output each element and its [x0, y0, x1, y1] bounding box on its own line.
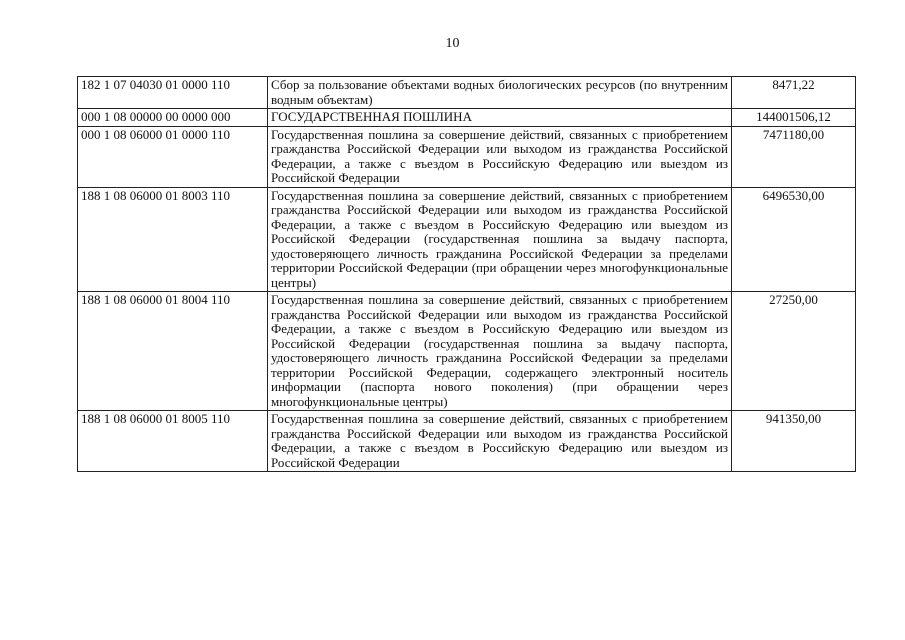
budget-code: 182 1 07 04030 01 0000 110 [78, 77, 268, 109]
table-row [78, 292, 856, 411]
table-row [78, 77, 856, 109]
table-row [78, 126, 856, 187]
budget-code: 188 1 08 06000 01 8003 110 [78, 187, 268, 292]
revenue-name-cell [268, 411, 732, 472]
amount: 7471180,00 [732, 126, 856, 187]
amount: 8471,22 [732, 77, 856, 109]
budget-code: 000 1 08 00000 00 0000 000 [78, 109, 268, 127]
revenue-name: Государственная пошлина за совершение действий, связанных с приобретением гражданства Российской Федерации или выходом из гражданства Российской Федерации, а также с въездом в Российскую Федерацию или выездом из Российской Федерации [271, 412, 728, 470]
amount: 27250,00 [732, 292, 856, 411]
table-row [78, 109, 856, 127]
amount: 6496530,00 [732, 187, 856, 292]
revenue-name: Государственная пошлина за совершение действий, связанных с приобретением гражданства Российской Федерации или выходом из гражданства Российской Федерации, а также с въездом в Российскую Федерацию или выездом из Российской Федерации [268, 126, 732, 187]
page-number: 10 [445, 36, 460, 51]
amount: 144001506,12 [732, 109, 856, 127]
table-row [78, 187, 856, 292]
table-row [78, 411, 856, 472]
amount: 941350,00 [732, 411, 856, 472]
revenue-name: Сбор за пользование объектами водных биологических ресурсов (по внутренним водным объектам) [268, 77, 732, 109]
revenue-name: Государственная пошлина за совершение действий, связанных с приобретением гражданства Российской Федерации или выходом из гражданства Российской Федерации, а также с въездом в Российскую Федерацию или выездом из Российской Федерации (государственная пошлина за выдачу паспорта, удостоверяющего личность гражданина Российской Федерации за пределами территории Российской Федерации (при обращении через многофункциональные центры) [268, 187, 732, 292]
revenue-name: ГОСУДАРСТВЕННАЯ ПОШЛИНА [268, 109, 732, 127]
budget-code: 188 1 08 06000 01 8004 110 [78, 292, 268, 411]
revenue-name: Государственная пошлина за совершение действий, связанных с приобретением гражданства Российской Федерации или выходом из гражданства Российской Федерации, а также с въездом в Российскую Федерацию или выездом из Российской Федерации (государственная пошлина за выдачу паспорта, удостоверяющего личность гражданина Российской Федерации за пределами территории Российской Федерации, содержащего электронный носитель информации (паспорта нового поколения) (при обращении через многофункциональные центры) [268, 292, 732, 411]
revenue-table [77, 76, 856, 472]
budget-code: 188 1 08 06000 01 8005 110 [78, 411, 268, 472]
budget-code: 000 1 08 06000 01 0000 110 [78, 126, 268, 187]
